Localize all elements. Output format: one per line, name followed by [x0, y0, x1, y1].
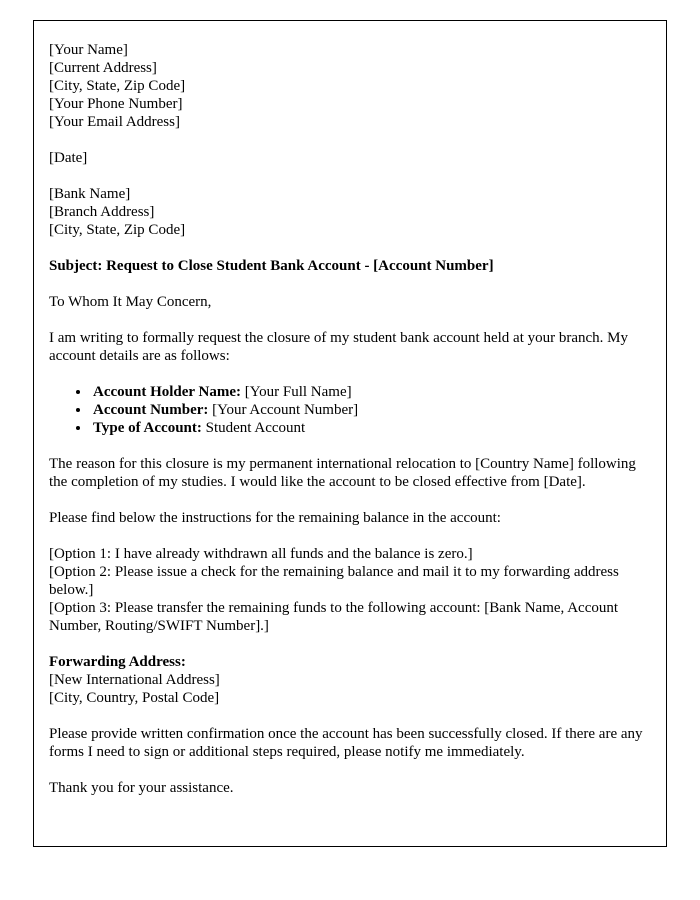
detail-label: Type of Account:: [93, 420, 202, 436]
date-line: [Date]: [49, 150, 88, 166]
detail-item-account-type: [91, 419, 651, 437]
account-details-list: [49, 383, 651, 437]
salutation: To Whom It May Concern,: [49, 294, 212, 310]
sender-address-block: [49, 41, 651, 131]
closing-line: Thank you for your assistance.: [49, 780, 234, 796]
balance-option-2: [Option 2: Please issue a check for the remaining balance and mail it to my forwarding address below.]: [49, 564, 619, 598]
sender-name-line: [Your Name]: [49, 42, 128, 58]
detail-value: [Your Account Number]: [212, 402, 359, 418]
recipient-address-block: [49, 185, 651, 239]
recipient-city-line: [City, State, Zip Code]: [49, 222, 186, 238]
detail-item-holder-name: [91, 383, 651, 401]
subject-line: Subject: Request to Close Student Bank Account - [Account Number]: [49, 258, 494, 274]
recipient-bank-line: [Bank Name]: [49, 186, 131, 202]
forwarding-address-heading: Forwarding Address:: [49, 654, 186, 670]
detail-item-account-number: [91, 401, 651, 419]
balance-intro-paragraph: Please find below the instructions for the remaining balance in the account:: [49, 510, 501, 526]
detail-value: Student Account: [205, 420, 306, 436]
confirmation-paragraph: Please provide written confirmation once the account has been successfully closed. If there are any forms I need to sign or additional steps required, please notify me immediately.: [49, 726, 643, 760]
recipient-branch-line: [Branch Address]: [49, 204, 155, 220]
detail-label: Account Holder Name:: [93, 384, 242, 400]
sender-email-line: [Your Email Address]: [49, 114, 180, 130]
detail-label: Account Number:: [93, 402, 209, 418]
letter-body: [49, 41, 651, 797]
sender-address-line: [Current Address]: [49, 60, 157, 76]
balance-options-block: [49, 545, 651, 635]
intro-paragraph: I am writing to formally request the closure of my student bank account held at your branch. My account details are as follows:: [49, 330, 629, 364]
reason-paragraph: The reason for this closure is my permanent international relocation to [Country Name] following the completion of my studies. I would like the account to be closed effective from [Date].: [49, 456, 636, 490]
sender-city-line: [City, State, Zip Code]: [49, 78, 186, 94]
forwarding-address-line: [New International Address]: [49, 672, 220, 688]
detail-value: [Your Full Name]: [244, 384, 352, 400]
balance-option-1: [Option 1: I have already withdrawn all funds and the balance is zero.]: [49, 546, 473, 562]
forwarding-address-block: [49, 653, 651, 707]
balance-option-3: [Option 3: Please transfer the remaining funds to the following account: [Bank Name, Account Number, Routing/SWIFT Number].]: [49, 600, 619, 634]
sender-phone-line: [Your Phone Number]: [49, 96, 183, 112]
forwarding-city-line: [City, Country, Postal Code]: [49, 690, 220, 706]
letter-page: [33, 20, 667, 847]
